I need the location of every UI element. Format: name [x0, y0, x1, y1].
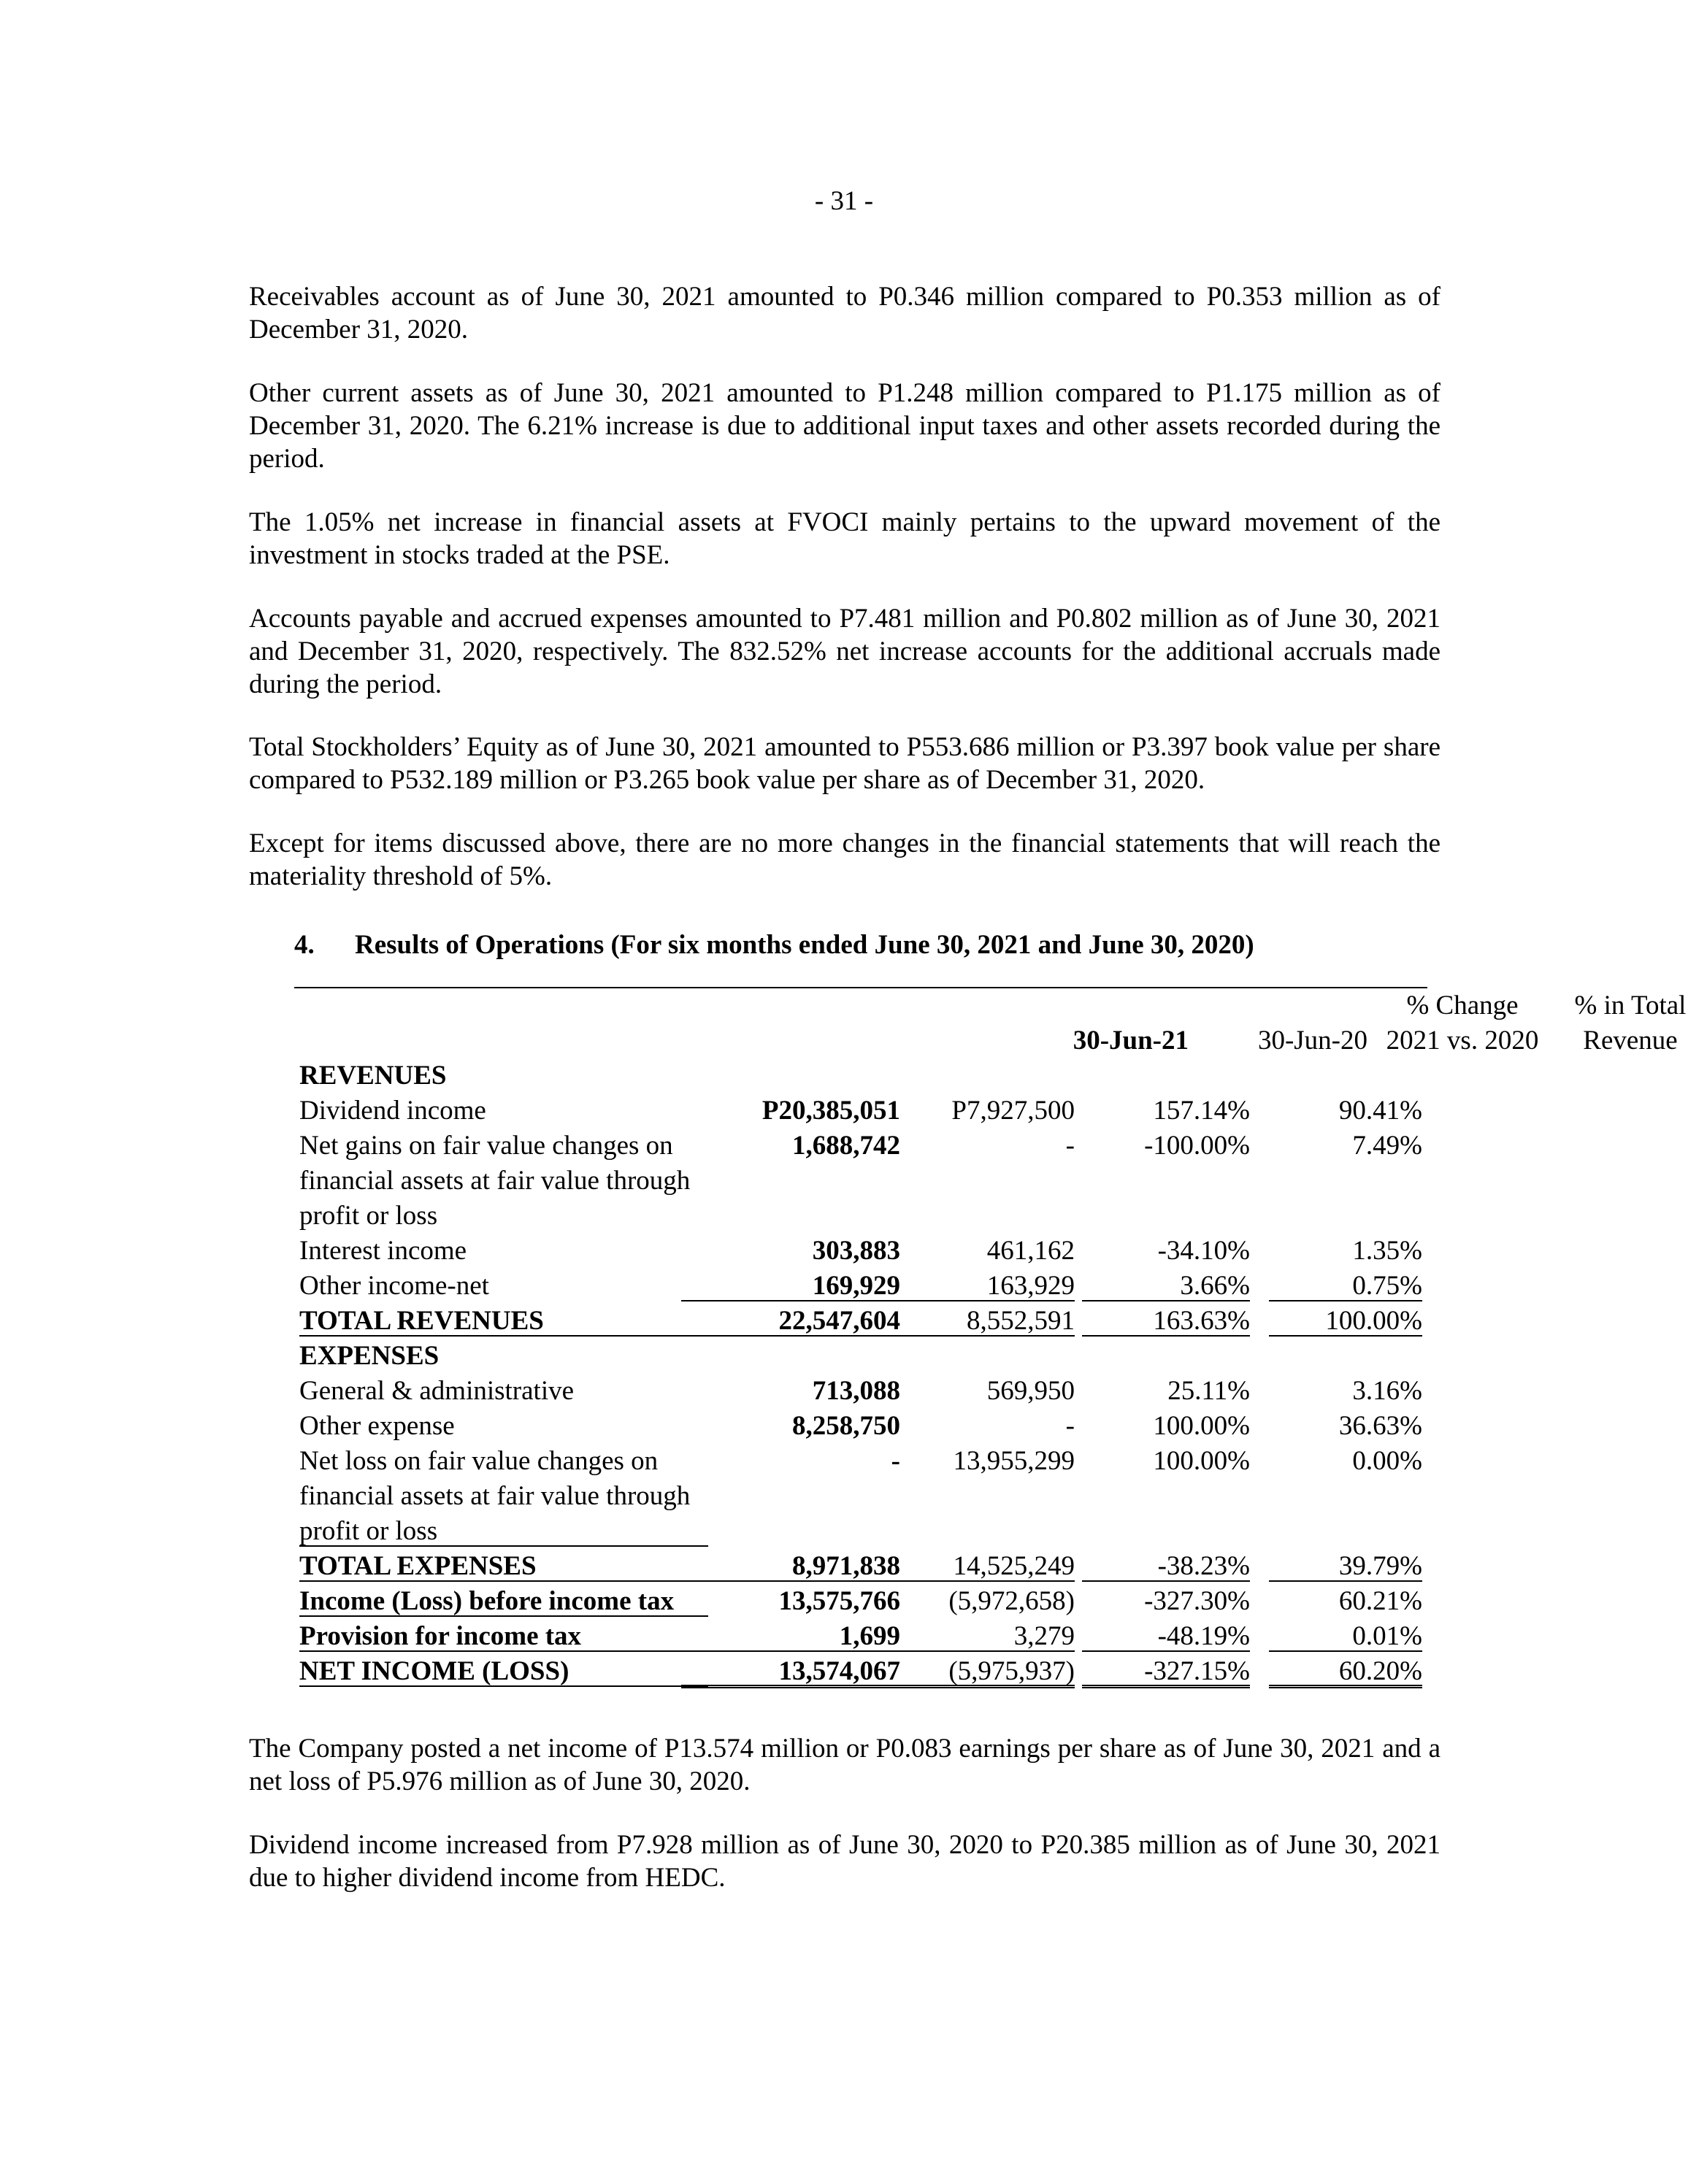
cell-v1: 713,088 [812, 1376, 900, 1406]
cell-v1: 13,575,766 [778, 1586, 900, 1616]
header-percent-change-line2: 2021 vs. 2020 [1386, 1026, 1539, 1056]
row-label: TOTAL REVENUES [294, 1304, 708, 1339]
cell-v4: 60.21% [1338, 1586, 1422, 1616]
row-label: Other expense [299, 1411, 455, 1441]
row-label: REVENUES [299, 1061, 447, 1091]
section-title: Results of Operations (For six months ended June 30, 2021 and June 30, 2020) [355, 930, 1254, 960]
cell-v3: 100.00% [1153, 1446, 1250, 1476]
cell-v1: 8,971,838 [681, 1549, 900, 1584]
section-number: 4. [294, 930, 315, 960]
cell-v3: 100.00% [1153, 1411, 1250, 1441]
cell-v1: P20,385,051 [761, 1096, 900, 1126]
row-label: TOTAL EXPENSES [294, 1549, 708, 1584]
table-row [294, 1549, 1427, 1584]
row-label: NET INCOME (LOSS) [294, 1654, 708, 1689]
cell-v4: 3.16% [1352, 1376, 1422, 1406]
header-percent-change-line1: % Change [1406, 991, 1519, 1020]
paragraph-dividend-income: Dividend income increased from P7.928 million as of June 30, 2020 to P20.385 million as of June 30, 2021 due to higher dividend income from HEDC. [249, 1830, 1440, 1893]
row-label: Provision for income tax [294, 1619, 708, 1654]
cell-v1: 303,883 [812, 1236, 900, 1266]
cell-v2: 461,162 [986, 1236, 1075, 1266]
row-label: Dividend income [299, 1096, 486, 1126]
header-percent-total-revenue [1554, 988, 1688, 1058]
paragraph-materiality: Except for items discussed above, there are no more changes in the financial statements that will reach the materiality threshold of 5%. [249, 828, 1440, 891]
cell-v3: 163.63% [1082, 1304, 1250, 1339]
header-30-jun-20: 30-Jun-20 [1257, 1026, 1367, 1056]
row-label: Income (Loss) before income tax [294, 1584, 708, 1619]
cell-v2: 569,950 [986, 1376, 1075, 1406]
row-label: EXPENSES [299, 1341, 440, 1371]
table-row [294, 1304, 1427, 1339]
cell-v3: -34.10% [1157, 1236, 1250, 1266]
cell-v4: 7.49% [1352, 1131, 1422, 1161]
header-percent-total-line2: Revenue [1583, 1026, 1678, 1056]
cell-v4: 0.75% [1269, 1269, 1422, 1304]
cell-v4: 90.41% [1338, 1096, 1422, 1126]
paragraph-stockholders-equity: Total Stockholders’ Equity as of June 30, 2021 amounted to P553.686 million or P3.397 book value per share compared to P532.189 million or P3.265 book value per share as of December 31, 2020. [249, 732, 1440, 795]
table-header [294, 988, 1687, 1058]
header-percent-change [1378, 988, 1546, 1058]
header-30-jun-21: 30-Jun-21 [1073, 1026, 1189, 1056]
table-row [294, 1234, 1427, 1269]
cell-v1: 22,547,604 [681, 1304, 900, 1339]
table-row [294, 1093, 1427, 1128]
results-of-operations-table [294, 987, 1687, 1689]
table-row [294, 1269, 1427, 1304]
cell-v1: - [891, 1446, 900, 1476]
cell-v1: 1,688,742 [792, 1131, 900, 1161]
table-row [294, 1444, 1427, 1549]
cell-v3: 157.14% [1153, 1096, 1250, 1126]
paragraph-other-current-assets: Other current assets as of June 30, 2021 amounted to P1.248 million compared to P1.175 million as of December 31, 2020. The 6.21% increase is due to additional input taxes and other assets recorded during the period. [249, 378, 1440, 474]
cell-v2: 13,955,299 [953, 1446, 1075, 1476]
cell-v4: 1.35% [1352, 1236, 1422, 1266]
section-heading [294, 928, 1254, 963]
cell-v4: 39.79% [1269, 1549, 1422, 1584]
row-label: Other income-net [299, 1271, 489, 1301]
cell-v3: 3.66% [1082, 1269, 1250, 1304]
cell-v2: (5,975,937) [892, 1654, 1075, 1689]
table-row [294, 1409, 1427, 1444]
paragraph-fvoci: The 1.05% net increase in financial assets at FVOCI mainly pertains to the upward movement of the investment in stocks traded at the PSE. [249, 507, 1440, 570]
cell-v2: 14,525,249 [892, 1549, 1075, 1584]
row-label: Net gains on fair value changes on financial assets at fair value through profit or loss [299, 1131, 691, 1231]
cell-v3: -100.00% [1144, 1131, 1250, 1161]
table-row [294, 1619, 1427, 1654]
cell-v2: 3,279 [892, 1619, 1075, 1654]
row-label: Interest income [299, 1236, 467, 1266]
cell-v2: P7,927,500 [951, 1096, 1075, 1126]
page-number: - 31 - [814, 186, 874, 216]
table-row [294, 1128, 1427, 1234]
paragraph-net-income: The Company posted a net income of P13.574 million or P0.083 earnings per share as of June 30, 2021 and a net loss of P5.976 million as of June 30, 2020. [249, 1734, 1440, 1796]
paragraph-receivables: Receivables account as of June 30, 2021 amounted to P0.346 million compared to P0.353 million as of December 31, 2020. [249, 282, 1440, 345]
table-row [294, 1584, 1427, 1619]
row-label: Net loss on fair value changes on financial assets at fair value through profit or loss [294, 1444, 708, 1549]
table-body [294, 1058, 1427, 1689]
cell-v3: 25.11% [1167, 1376, 1250, 1406]
cell-v1: 8,258,750 [792, 1411, 900, 1441]
cell-v3: -38.23% [1082, 1549, 1250, 1584]
cell-v4: 60.20% [1269, 1654, 1422, 1689]
paragraph-accounts-payable: Accounts payable and accrued expenses amounted to P7.481 million and P0.802 million as of June 30, 2021 and December 31, 2020, respectively. The 832.52% net increase accounts for the additional accruals made during the period. [249, 604, 1440, 699]
table-row [294, 1058, 1427, 1093]
row-label: General & administrative [299, 1376, 575, 1406]
cell-v1: 169,929 [681, 1269, 900, 1304]
cell-v4: 0.00% [1352, 1446, 1422, 1476]
cell-v2: 163,929 [892, 1269, 1075, 1304]
cell-v2: (5,972,658) [948, 1586, 1075, 1616]
cell-v1: 1,699 [681, 1619, 900, 1654]
cell-v2: - [1065, 1411, 1075, 1441]
cell-v3: -48.19% [1082, 1619, 1250, 1654]
table-row [294, 1339, 1427, 1374]
cell-v2: 8,552,591 [892, 1304, 1075, 1339]
cell-v1: 13,574,067 [681, 1654, 900, 1689]
cell-v2: - [1065, 1131, 1075, 1161]
cell-v3: -327.15% [1082, 1654, 1250, 1689]
table-row [294, 1654, 1427, 1689]
table-row [294, 1374, 1427, 1409]
header-percent-total-line1: % in Total [1574, 991, 1687, 1020]
cell-v3: -327.30% [1144, 1586, 1250, 1616]
cell-v4: 0.01% [1269, 1619, 1422, 1654]
cell-v4: 36.63% [1338, 1411, 1422, 1441]
cell-v4: 100.00% [1269, 1304, 1422, 1339]
